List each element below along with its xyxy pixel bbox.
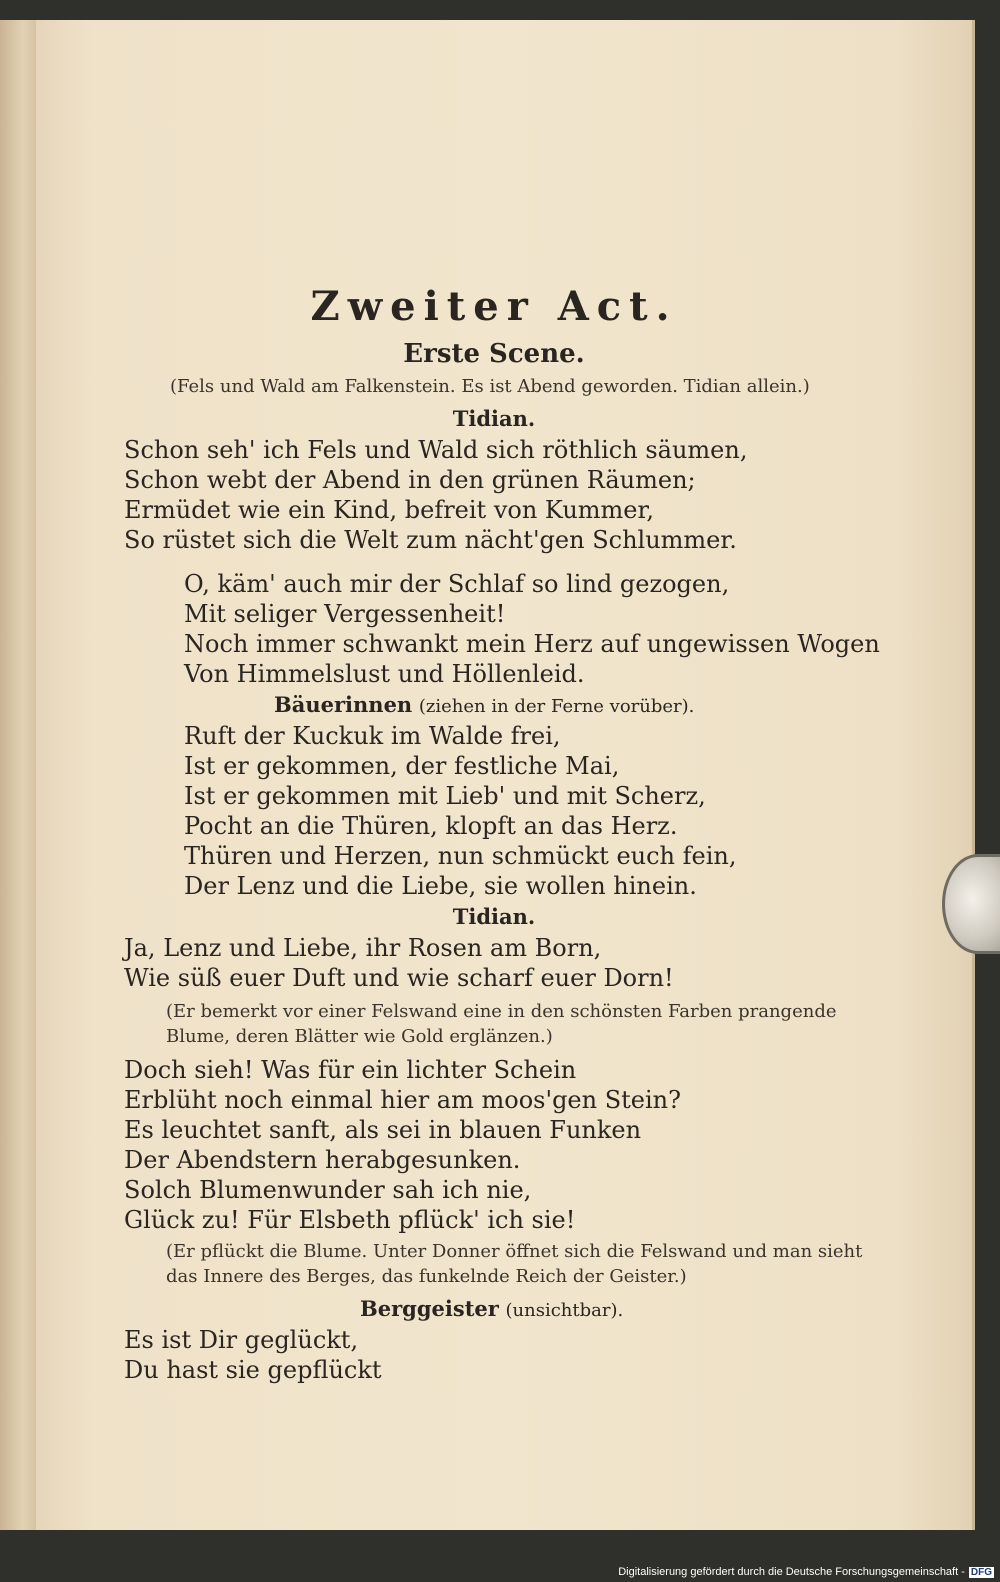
speaker-heading <box>360 1293 864 1325</box>
speaker-direction: (unsichtbar). <box>505 1300 624 1321</box>
previous-page-edge <box>0 20 38 1530</box>
verse-line: Thüren und Herzen, nun schmückt euch fein, <box>184 842 737 870</box>
verse-line: Erblüht noch einmal hier am moos'gen Stein? <box>124 1086 682 1114</box>
verse-line: Noch immer schwankt mein Herz auf ungewissen Wogen <box>184 630 880 658</box>
verse-line: Schon seh' ich Fels und Wald sich röthlich säumen, <box>124 436 748 464</box>
speaker-name: Tidian. <box>452 904 536 929</box>
act-title: Zweiter Act. <box>310 283 678 330</box>
verse-line: Mit seliger Vergessenheit! <box>184 600 506 628</box>
verse-line: Es leuchtet sanft, als sei in blauen Funken <box>124 1116 642 1144</box>
digitization-credit <box>618 1566 994 1578</box>
verse-line: Ermüdet wie ein Kind, befreit von Kummer, <box>124 496 654 524</box>
page-clip <box>942 854 1000 954</box>
verse-line: So rüstet sich die Welt zum nächt'gen Schlummer. <box>124 526 737 554</box>
verse-line: O, käm' auch mir der Schlaf so lind gezogen, <box>184 570 730 598</box>
speaker-heading <box>274 689 864 721</box>
verse-line: Wie süß euer Duft und wie scharf euer Dorn! <box>124 964 674 992</box>
speaker-name: Bäuerinnen <box>274 692 413 717</box>
credit-text: Digitalisierung gefördert durch die Deutsche Forschungsgemeinschaft - <box>618 1566 965 1578</box>
verse-line: Von Himmelslust und Höllenleid. <box>184 660 585 688</box>
verse-line: Pocht an die Thüren, klopft an das Herz. <box>184 812 678 840</box>
verse-line: Ist er gekommen mit Lieb' und mit Scherz, <box>184 782 706 810</box>
dfg-logo: DFG <box>970 1567 992 1578</box>
verse-line: Der Lenz und die Liebe, sie wollen hinein. <box>184 872 697 900</box>
verse-line: Ja, Lenz und Liebe, ihr Rosen am Born, <box>124 934 602 962</box>
stage-direction: (Er bemerkt vor einer Felswand eine in den schönsten Farben prangende Blume, deren Blätter wie Gold erglänzen.) <box>166 1001 837 1047</box>
verse-line: Ruft der Kuckuk im Walde frei, <box>184 722 561 750</box>
scene-title: Erste Scene. <box>403 339 585 369</box>
stage-direction: (Er pflückt die Blume. Unter Donner öffnet sich die Felswand und man sieht das Innere des Berges, das funkelnde Reich der Geister.) <box>166 1241 863 1287</box>
page-content <box>124 282 880 1385</box>
speaker-name: Berggeister <box>360 1296 499 1321</box>
verse-line: Solch Blumenwunder sah ich nie, <box>124 1176 532 1204</box>
stanza-gap <box>124 555 864 569</box>
verse-line: Du hast sie gepflückt <box>124 1356 382 1384</box>
verse-line: Der Abendstern herabgesunken. <box>124 1146 521 1174</box>
verse-line: Ist er gekommen, der festliche Mai, <box>184 752 620 780</box>
verse-line: Glück zu! Für Elsbeth pflück' ich sie! <box>124 1206 576 1234</box>
stage-direction: (Fels und Wald am Falkenstein. Es ist Abend geworden. Tidian allein.) <box>170 376 810 397</box>
verse-line: Doch sieh! Was für ein lichter Schein <box>124 1056 577 1084</box>
speaker-name: Tidian. <box>452 406 536 431</box>
verse-line: Schon webt der Abend in den grünen Räumen; <box>124 466 696 494</box>
verse-line: Es ist Dir geglückt, <box>124 1326 359 1354</box>
speaker-direction: (ziehen in der Ferne vorüber). <box>418 696 695 717</box>
